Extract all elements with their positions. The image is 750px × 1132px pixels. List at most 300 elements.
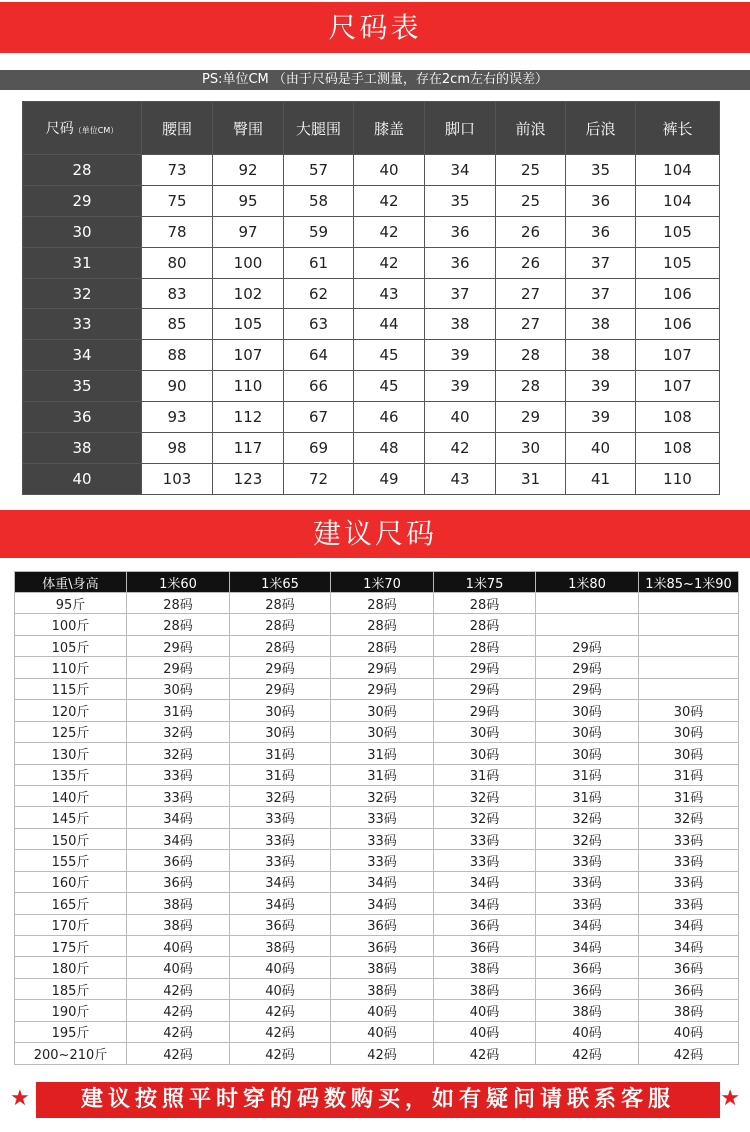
recommended-size-cell: 28码: [434, 614, 536, 635]
measurement-cell: 59: [284, 216, 354, 247]
measurement-cell: 123: [213, 463, 284, 494]
weight-cell: 125斤: [15, 721, 127, 742]
size-label-cell: 40: [23, 463, 142, 494]
measurement-cell: 107: [636, 340, 720, 371]
measurement-cell: 30: [496, 433, 566, 464]
recommended-size-cell: 32码: [331, 785, 434, 806]
measurement-cell: 45: [354, 340, 425, 371]
weight-cell: 145斤: [15, 807, 127, 828]
recommended-size-cell: 28码: [331, 593, 434, 614]
recommended-size-cell: 33码: [434, 828, 536, 849]
recommended-size-cell: 29码: [331, 657, 434, 678]
recommended-size-cell: 29码: [434, 657, 536, 678]
recommended-size-cell: 38码: [127, 914, 230, 935]
measurement-cell: 38: [425, 309, 496, 340]
measurement-cell: 49: [354, 463, 425, 494]
recommended-size-cell: 28码: [434, 593, 536, 614]
measurement-cell: 117: [213, 433, 284, 464]
table-row: [23, 463, 720, 494]
table-row: [15, 978, 739, 999]
size-chart-body: [23, 155, 720, 495]
recommended-size-cell: 42码: [127, 1021, 230, 1042]
recommended-size-cell: 30码: [639, 743, 739, 764]
measurement-cell: 26: [496, 216, 566, 247]
recommended-size-cell: 32码: [434, 785, 536, 806]
size-col-header: 腰围: [142, 102, 213, 155]
table-row: [15, 785, 739, 806]
recommended-size-cell: 34码: [434, 893, 536, 914]
weight-cell: 190斤: [15, 1000, 127, 1021]
recommended-size-cell: 33码: [639, 850, 739, 871]
recommended-size-cell: 36码: [127, 850, 230, 871]
weight-cell: 135斤: [15, 764, 127, 785]
weight-cell: 155斤: [15, 850, 127, 871]
table-row: [15, 614, 739, 635]
recommended-size-cell: 42码: [127, 978, 230, 999]
measurement-cell: 42: [425, 433, 496, 464]
recommended-size-cell: 28码: [127, 614, 230, 635]
table-row: [15, 871, 739, 892]
measurement-cell: 62: [284, 278, 354, 309]
recommended-size-cell: 42码: [536, 1043, 639, 1064]
measurement-cell: 25: [496, 185, 566, 216]
recommended-size-cell: 40码: [536, 1021, 639, 1042]
recommended-size-cell: 28码: [230, 593, 331, 614]
recommended-size-cell: 33码: [536, 871, 639, 892]
measurement-cell: 105: [213, 309, 284, 340]
measurement-cell: 27: [496, 278, 566, 309]
recommended-size-cell: 38码: [331, 957, 434, 978]
measurement-cell: 44: [354, 309, 425, 340]
recommended-size-cell: 33码: [639, 893, 739, 914]
recommended-size-cell: 40码: [639, 1021, 739, 1042]
recommended-size-cell: 34码: [230, 893, 331, 914]
recommended-size-cell: 36码: [639, 957, 739, 978]
recommended-size-cell: 31码: [230, 764, 331, 785]
size-label-cell: 32: [23, 278, 142, 309]
weight-cell: 170斤: [15, 914, 127, 935]
size-label-cell: 35: [23, 371, 142, 402]
weight-cell: 150斤: [15, 828, 127, 849]
recommended-size-cell: 40码: [331, 1000, 434, 1021]
recommended-size-cell: [639, 593, 739, 614]
measurement-cell: 36: [425, 247, 496, 278]
table-row: [15, 593, 739, 614]
measurement-cell: 110: [636, 463, 720, 494]
recommended-size-cell: 42码: [434, 1043, 536, 1064]
measurement-cell: 100: [213, 247, 284, 278]
recommended-size-cell: 30码: [536, 721, 639, 742]
measurement-cell: 41: [566, 463, 636, 494]
recommended-size-cell: 28码: [230, 614, 331, 635]
recommended-size-cell: 36码: [127, 871, 230, 892]
recommended-size-cell: 30码: [536, 743, 639, 764]
recommended-size-cell: 32码: [127, 743, 230, 764]
table-row: [15, 936, 739, 957]
table-row: [15, 1000, 739, 1021]
recommended-size-cell: 38码: [639, 1000, 739, 1021]
measurement-cell: 43: [354, 278, 425, 309]
footer: [0, 1080, 750, 1120]
weight-cell: 130斤: [15, 743, 127, 764]
measurement-cell: 29: [496, 402, 566, 433]
size-col-header: 膝盖: [354, 102, 425, 155]
measurement-cell: 80: [142, 247, 213, 278]
measurement-cell: 73: [142, 155, 213, 186]
measurement-cell: 105: [636, 216, 720, 247]
measurement-cell: 112: [213, 402, 284, 433]
recommended-header-row: [15, 572, 739, 593]
measurement-cell: 35: [425, 185, 496, 216]
size-label-cell: 29: [23, 185, 142, 216]
star-icon: ★: [720, 1086, 740, 1111]
measurement-cell: 67: [284, 402, 354, 433]
height-col-header: 1米80: [536, 572, 639, 593]
recommended-size-cell: 30码: [434, 743, 536, 764]
table-row: [23, 247, 720, 278]
recommended-size-cell: 34码: [536, 936, 639, 957]
weight-cell: 185斤: [15, 978, 127, 999]
recommended-size-cell: 38码: [536, 1000, 639, 1021]
recommended-size-cell: 34码: [127, 828, 230, 849]
measurement-cell: 43: [425, 463, 496, 494]
recommended-size-cell: 30码: [331, 700, 434, 721]
recommended-size-cell: 28码: [434, 635, 536, 656]
table-row: [15, 850, 739, 871]
measurement-cell: 69: [284, 433, 354, 464]
recommended-size-cell: 31码: [331, 764, 434, 785]
recommended-size-cell: 32码: [536, 828, 639, 849]
weight-cell: 105斤: [15, 635, 127, 656]
recommended-size-cell: 30码: [434, 721, 536, 742]
measurement-cell: 90: [142, 371, 213, 402]
table-row: [15, 635, 739, 656]
measurement-cell: 45: [354, 371, 425, 402]
recommended-size-cell: 42码: [127, 1000, 230, 1021]
recommended-size-cell: 42码: [331, 1043, 434, 1064]
measurement-cell: 28: [496, 371, 566, 402]
recommended-size-cell: 33码: [331, 850, 434, 871]
weight-cell: 120斤: [15, 700, 127, 721]
table-row: [15, 657, 739, 678]
measurement-cell: 58: [284, 185, 354, 216]
recommended-size-cell: 28码: [127, 593, 230, 614]
recommended-size-cell: 42码: [230, 1043, 331, 1064]
recommended-size-cell: 31码: [434, 764, 536, 785]
size-col-header: 后浪: [566, 102, 636, 155]
recommended-size-cell: 33码: [331, 807, 434, 828]
recommended-size-cell: 36码: [639, 978, 739, 999]
height-col-header: 体重\身高: [15, 572, 127, 593]
size-col-header: 臀围: [213, 102, 284, 155]
recommended-size-cell: 30码: [639, 700, 739, 721]
recommended-size-cell: 33码: [434, 850, 536, 871]
measurement-cell: 38: [566, 309, 636, 340]
size-label-cell: 36: [23, 402, 142, 433]
measurement-cell: 72: [284, 463, 354, 494]
recommended-size-cell: 28码: [230, 635, 331, 656]
measurement-note: PS:单位CM （由于尺码是手工测量，存在2cm左右的误差）: [0, 70, 750, 90]
measurement-cell: 92: [213, 155, 284, 186]
table-row: [15, 700, 739, 721]
recommended-size-cell: 40码: [331, 1021, 434, 1042]
size-header-label: 尺码: [45, 121, 74, 137]
recommended-size-cell: 29码: [230, 657, 331, 678]
weight-cell: 195斤: [15, 1021, 127, 1042]
size-label-cell: 30: [23, 216, 142, 247]
recommended-size-cell: 38码: [331, 978, 434, 999]
recommended-size-cell: 40码: [230, 957, 331, 978]
measurement-cell: 35: [566, 155, 636, 186]
measurement-cell: 83: [142, 278, 213, 309]
recommended-size-cell: 36码: [536, 978, 639, 999]
recommended-size-cell: 29码: [331, 678, 434, 699]
measurement-cell: 27: [496, 309, 566, 340]
table-row: [15, 1043, 739, 1064]
measurement-cell: 38: [566, 340, 636, 371]
recommended-size-cell: 40码: [127, 957, 230, 978]
recommended-size-cell: 34码: [639, 936, 739, 957]
weight-cell: 165斤: [15, 893, 127, 914]
measurement-cell: 98: [142, 433, 213, 464]
recommended-size-cell: 38码: [434, 978, 536, 999]
recommended-size-cell: 36码: [434, 914, 536, 935]
measurement-cell: 36: [566, 185, 636, 216]
recommended-size-cell: 33码: [230, 850, 331, 871]
size-chart-banner: 尺码表: [0, 2, 750, 53]
height-col-header: 1米75: [434, 572, 536, 593]
measurement-cell: 42: [354, 247, 425, 278]
table-row: [23, 216, 720, 247]
recommended-size-cell: [639, 614, 739, 635]
recommended-size-cell: [639, 635, 739, 656]
recommended-size-cell: 40码: [434, 1021, 536, 1042]
table-row: [15, 893, 739, 914]
weight-cell: 160斤: [15, 871, 127, 892]
measurement-cell: 95: [213, 185, 284, 216]
weight-cell: 110斤: [15, 657, 127, 678]
measurement-cell: 107: [213, 340, 284, 371]
recommended-size-cell: 29码: [230, 678, 331, 699]
measurement-cell: 40: [566, 433, 636, 464]
recommended-size-cell: 30码: [230, 700, 331, 721]
weight-cell: 200~210斤: [15, 1043, 127, 1064]
measurement-cell: 57: [284, 155, 354, 186]
weight-cell: 140斤: [15, 785, 127, 806]
table-row: [15, 828, 739, 849]
recommended-size-cell: 34码: [434, 871, 536, 892]
size-label-cell: 34: [23, 340, 142, 371]
recommended-size-cell: 33码: [639, 828, 739, 849]
weight-cell: 100斤: [15, 614, 127, 635]
recommended-size-cell: 42码: [230, 1021, 331, 1042]
table-row: [23, 340, 720, 371]
size-header-cell: [23, 102, 142, 155]
recommended-size-table: [14, 571, 739, 1065]
recommended-size-cell: 33码: [639, 871, 739, 892]
measurement-cell: 37: [566, 247, 636, 278]
recommended-size-cell: 31码: [127, 700, 230, 721]
recommended-size-cell: 36码: [331, 936, 434, 957]
table-row: [15, 1021, 739, 1042]
recommended-size-cell: 36码: [230, 914, 331, 935]
recommended-size-cell: 33码: [127, 764, 230, 785]
size-chart-table: [22, 101, 720, 495]
recommended-size-cell: 42码: [127, 1043, 230, 1064]
size-label-cell: 28: [23, 155, 142, 186]
table-row: [15, 957, 739, 978]
size-label-cell: 31: [23, 247, 142, 278]
recommended-size-cell: 29码: [434, 700, 536, 721]
measurement-cell: 66: [284, 371, 354, 402]
recommended-size-cell: 31码: [331, 743, 434, 764]
recommended-size-cell: 28码: [331, 614, 434, 635]
weight-cell: 180斤: [15, 957, 127, 978]
measurement-cell: 28: [496, 340, 566, 371]
recommended-table-body: [15, 593, 739, 1065]
table-row: [15, 721, 739, 742]
recommended-size-cell: 40码: [230, 978, 331, 999]
size-col-header: 大腿围: [284, 102, 354, 155]
recommended-size-cell: 31码: [230, 743, 331, 764]
star-icon: ★: [10, 1086, 30, 1111]
measurement-cell: 104: [636, 155, 720, 186]
measurement-cell: 37: [566, 278, 636, 309]
measurement-cell: 107: [636, 371, 720, 402]
recommended-size-cell: 30码: [536, 700, 639, 721]
recommended-size-cell: 29码: [536, 657, 639, 678]
measurement-cell: 85: [142, 309, 213, 340]
measurement-cell: 97: [213, 216, 284, 247]
height-col-header: 1米70: [331, 572, 434, 593]
recommended-size-cell: 34码: [331, 871, 434, 892]
recommended-size-cell: 29码: [127, 657, 230, 678]
recommended-size-cell: 32码: [230, 785, 331, 806]
measurement-cell: 31: [496, 463, 566, 494]
recommended-size-cell: 38码: [434, 957, 536, 978]
recommended-size-cell: 36码: [536, 957, 639, 978]
size-chart-header-row: [23, 102, 720, 155]
recommended-size-cell: 28码: [331, 635, 434, 656]
recommended-size-cell: 29码: [536, 635, 639, 656]
recommended-size-cell: 38码: [127, 893, 230, 914]
recommended-size-cell: 33码: [331, 828, 434, 849]
recommended-size-banner: 建议尺码: [0, 510, 750, 558]
measurement-cell: 42: [354, 185, 425, 216]
recommended-size-cell: 34码: [127, 807, 230, 828]
recommended-size-cell: 36码: [331, 914, 434, 935]
recommended-size-cell: 30码: [127, 678, 230, 699]
recommended-size-cell: 33码: [230, 828, 331, 849]
recommended-size-cell: 29码: [127, 635, 230, 656]
recommended-size-cell: 31码: [536, 785, 639, 806]
recommended-size-cell: 34码: [536, 914, 639, 935]
measurement-cell: 108: [636, 433, 720, 464]
measurement-cell: 104: [636, 185, 720, 216]
recommended-size-cell: 34码: [639, 914, 739, 935]
size-label-cell: 33: [23, 309, 142, 340]
measurement-cell: 93: [142, 402, 213, 433]
measurement-cell: 39: [425, 340, 496, 371]
size-col-header: 脚口: [425, 102, 496, 155]
recommended-size-cell: [639, 657, 739, 678]
measurement-cell: 40: [425, 402, 496, 433]
measurement-cell: 39: [425, 371, 496, 402]
recommended-size-cell: 34码: [230, 871, 331, 892]
height-col-header: 1米85~1米90: [639, 572, 739, 593]
recommended-size-cell: 30码: [639, 721, 739, 742]
recommended-size-cell: 33码: [536, 893, 639, 914]
footer-notice: 建议按照平时穿的码数购买，如有疑问请联系客服: [36, 1082, 720, 1118]
measurement-cell: 39: [566, 402, 636, 433]
table-row: [15, 764, 739, 785]
recommended-size-cell: 33码: [536, 850, 639, 871]
table-row: [23, 185, 720, 216]
recommended-size-cell: 33码: [230, 807, 331, 828]
recommended-size-cell: 36码: [434, 936, 536, 957]
recommended-size-cell: 30码: [230, 721, 331, 742]
table-row: [23, 402, 720, 433]
recommended-size-cell: 29码: [434, 678, 536, 699]
recommended-size-cell: [536, 593, 639, 614]
table-row: [23, 278, 720, 309]
recommended-size-cell: 31码: [639, 764, 739, 785]
measurement-cell: 48: [354, 433, 425, 464]
table-row: [23, 433, 720, 464]
recommended-size-cell: 29码: [536, 678, 639, 699]
measurement-cell: 25: [496, 155, 566, 186]
table-row: [15, 743, 739, 764]
measurement-cell: 103: [142, 463, 213, 494]
height-col-header: 1米65: [230, 572, 331, 593]
size-col-header: 前浪: [496, 102, 566, 155]
weight-cell: 95斤: [15, 593, 127, 614]
measurement-cell: 37: [425, 278, 496, 309]
recommended-size-cell: 32码: [639, 807, 739, 828]
table-row: [15, 807, 739, 828]
measurement-cell: 63: [284, 309, 354, 340]
recommended-size-cell: 31码: [536, 764, 639, 785]
measurement-cell: 78: [142, 216, 213, 247]
size-header-unit: （单位CM）: [73, 126, 119, 135]
recommended-size-cell: 40码: [127, 936, 230, 957]
recommended-size-cell: [639, 678, 739, 699]
table-row: [23, 155, 720, 186]
measurement-cell: 42: [354, 216, 425, 247]
table-row: [23, 309, 720, 340]
recommended-size-cell: 40码: [434, 1000, 536, 1021]
table-row: [15, 914, 739, 935]
size-label-cell: 38: [23, 433, 142, 464]
recommended-size-cell: 30码: [331, 721, 434, 742]
measurement-cell: 105: [636, 247, 720, 278]
table-row: [23, 371, 720, 402]
measurement-cell: 46: [354, 402, 425, 433]
recommended-size-cell: 32码: [434, 807, 536, 828]
measurement-cell: 88: [142, 340, 213, 371]
measurement-cell: 40: [354, 155, 425, 186]
recommended-size-cell: 32码: [127, 721, 230, 742]
measurement-cell: 106: [636, 278, 720, 309]
measurement-cell: 36: [425, 216, 496, 247]
recommended-size-cell: 31码: [639, 785, 739, 806]
measurement-cell: 110: [213, 371, 284, 402]
measurement-cell: 75: [142, 185, 213, 216]
measurement-cell: 61: [284, 247, 354, 278]
recommended-size-cell: 42码: [230, 1000, 331, 1021]
measurement-cell: 102: [213, 278, 284, 309]
measurement-cell: 36: [566, 216, 636, 247]
